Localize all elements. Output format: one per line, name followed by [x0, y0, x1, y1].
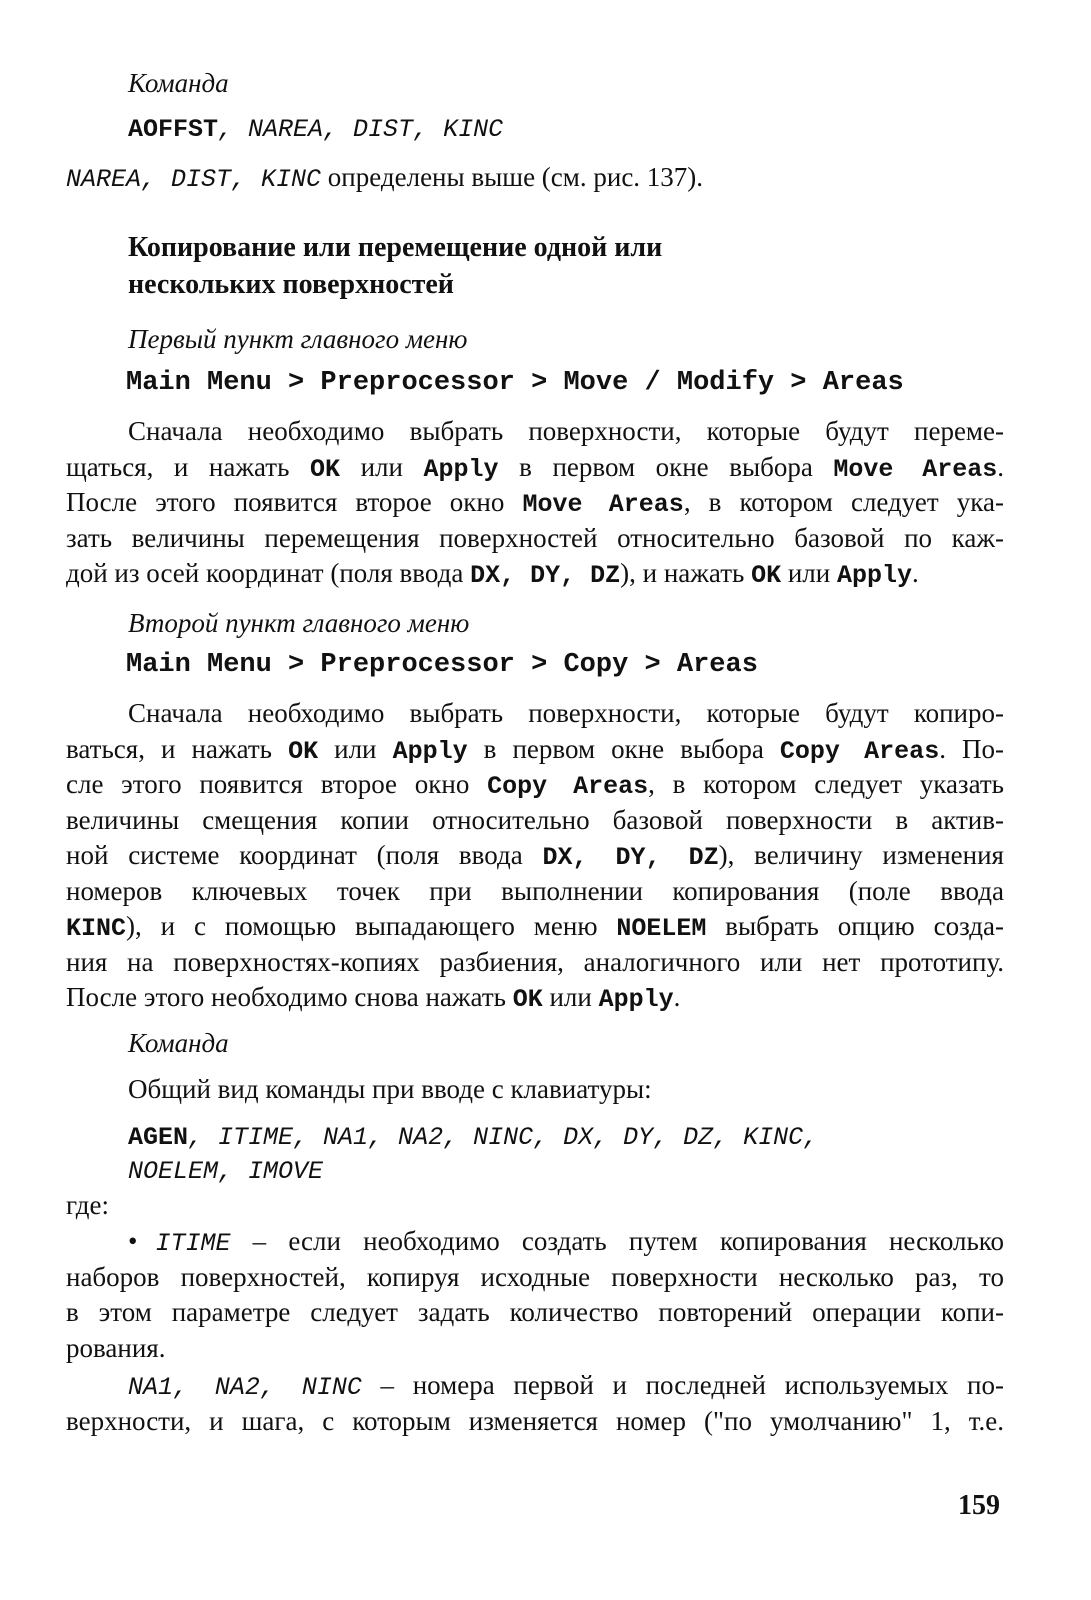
text: – номера первой и последней используемых по-	[361, 1370, 1004, 1400]
section-title-line-2: нескольких поверхностей	[128, 269, 454, 300]
copy-line-2	[66, 732, 1004, 768]
command-label: Команда	[128, 68, 229, 98]
command-desc-args: NAREA, DIST, KINC	[66, 165, 322, 194]
copy-line-3	[66, 767, 1004, 803]
move-line-2	[66, 450, 1004, 486]
move-paragraph	[66, 414, 1004, 592]
move-line-5	[66, 556, 1004, 592]
where-label: где:	[66, 1190, 109, 1220]
bullet-line-2: наборов поверхностей, копируя исходные поверхности несколько раз, то	[66, 1261, 1004, 1292]
copy-areas-term: Copy Areas	[487, 772, 649, 801]
text: выбрать опцию созда-	[706, 911, 1004, 941]
command-args-line-1: ITIME, NA1, NA2, NINC, DX, DY, DZ, KINC,	[218, 1123, 819, 1152]
apply-term: Apply	[836, 561, 912, 590]
command-sep: ,	[188, 1123, 219, 1152]
bullet-line-1	[66, 1224, 1004, 1260]
noelem-term: NOELEM	[616, 914, 707, 943]
text: в первом окне выбора	[467, 733, 780, 764]
first-menu-item-label: Первый пункт главного меню	[128, 324, 468, 354]
copy-line-7	[66, 909, 1004, 945]
command-name: AGEN	[128, 1123, 189, 1152]
move-line-3	[66, 485, 1004, 521]
command-sep: ,	[218, 115, 249, 144]
na-line-1	[66, 1368, 1004, 1404]
command-syntax-aoffst	[128, 110, 503, 147]
apply-term: Apply	[392, 736, 468, 766]
command-intro: Общий вид команды при вводе с клавиатуры:	[128, 1074, 652, 1104]
text: .	[912, 558, 919, 588]
copy-line-8: ния на поверхностях-копиях разбиения, аналогичного или нет прототипу.	[66, 946, 1004, 977]
text: , в котором следует указать	[648, 769, 1004, 799]
text: ной системе координат (поля ввода	[66, 840, 543, 870]
command-args-line-2: NOELEM, IMOVE	[128, 1157, 324, 1186]
command-syntax-agen-cont	[128, 1152, 323, 1189]
text: или	[318, 733, 393, 764]
second-menu-item-label: Второй пункт главного меню	[128, 608, 470, 638]
text: . По-	[939, 733, 1005, 764]
text: сле этого появится второе окно	[66, 769, 488, 799]
copy-line-6: номеров ключевых точек при выполнении копирования (поле ввода	[66, 875, 1004, 906]
text: ,	[572, 843, 616, 872]
copy-line-9	[66, 980, 1004, 1016]
first-menu-path: Main Menu > Preprocessor > Move / Modify > Areas	[126, 368, 904, 398]
copy-line-4: величины смещения копии относительно базовой поверхности в актив-	[66, 804, 1004, 835]
text: в первом окне выбора	[498, 451, 834, 482]
text: ), и с помощью выпадающего меню	[126, 911, 617, 941]
text: ,	[560, 561, 591, 590]
kinc-term: KINC	[66, 914, 127, 943]
apply-term: Apply	[598, 985, 674, 1014]
move-areas-term: Move Areas	[522, 490, 684, 519]
ok-term: OK	[512, 985, 543, 1014]
ok-term: OK	[310, 454, 341, 484]
text: ваться, и нажать	[66, 733, 289, 764]
command-description	[66, 160, 703, 197]
copy-line-5	[66, 838, 1004, 874]
text: ), величину изменения	[718, 840, 1004, 870]
move-line-4: зать величины перемещения поверхностей относительно базовой по каж-	[66, 522, 1004, 553]
text: После этого необходимо снова нажать	[66, 982, 513, 1012]
text: – если необходимо создать путем копирования несколько	[230, 1226, 1004, 1256]
section-title-line-1: Копирование или перемещение одной или	[128, 232, 663, 263]
copy-paragraph	[66, 696, 1004, 1016]
dy-term: DY	[530, 561, 561, 590]
na-paragraph	[66, 1368, 1004, 1439]
dx-term: DX	[542, 843, 573, 872]
text: ), и нажать	[620, 558, 752, 588]
text: или	[340, 451, 424, 482]
bullet-line-4: рования.	[66, 1332, 166, 1363]
text: дой из осей координат (поля ввода	[66, 558, 471, 588]
text: ,	[500, 561, 531, 590]
bullet-mark: •	[128, 1226, 138, 1256]
text: ,	[645, 843, 689, 872]
command-args: NAREA, DIST, KINC	[248, 115, 504, 144]
text: , в котором следует ука-	[683, 487, 1004, 517]
move-line-1: Сначала необходимо выбрать поверхности, которые будут переме-	[128, 416, 1004, 446]
na-terms: NA1, NA2, NINC	[128, 1373, 362, 1402]
page-number: 159	[958, 1490, 1000, 1521]
text: После этого появится второе окно	[66, 487, 523, 517]
apply-term: Apply	[423, 454, 499, 484]
second-menu-path: Main Menu > Preprocessor > Copy > Areas	[126, 650, 758, 680]
na-line-2: верхности, и шага, с которым изменяется номер ("по умолчанию" 1, т.е.	[66, 1405, 1004, 1436]
itime-term: ITIME	[155, 1229, 231, 1258]
dx-term: DX	[470, 561, 501, 590]
text: .	[673, 982, 681, 1012]
bullet-line-3: в этом параметре следует задать количество повторений операции копи-	[66, 1297, 1004, 1327]
copy-line-1: Сначала необходимо выбрать поверхности, которые будут копиро-	[128, 698, 1004, 728]
command-label-2: Команда	[128, 1028, 229, 1058]
dz-term: DZ	[688, 843, 719, 872]
dz-term: DZ	[590, 561, 621, 590]
itime-bullet	[66, 1224, 1004, 1366]
command-syntax-agen	[128, 1118, 818, 1155]
ok-term: OK	[751, 561, 782, 590]
ok-term: OK	[288, 736, 319, 766]
command-desc-text: определены выше (см. рис. 137).	[321, 162, 704, 192]
move-areas-term: Move Areas	[833, 454, 998, 484]
text: .	[997, 451, 1005, 482]
copy-areas-term: Copy Areas	[779, 736, 940, 766]
text: или	[542, 982, 599, 1012]
text: щаться, и нажать	[66, 451, 310, 482]
text: или	[781, 558, 837, 588]
command-name: AOFFST	[128, 115, 219, 144]
dy-term: DY	[615, 843, 646, 872]
